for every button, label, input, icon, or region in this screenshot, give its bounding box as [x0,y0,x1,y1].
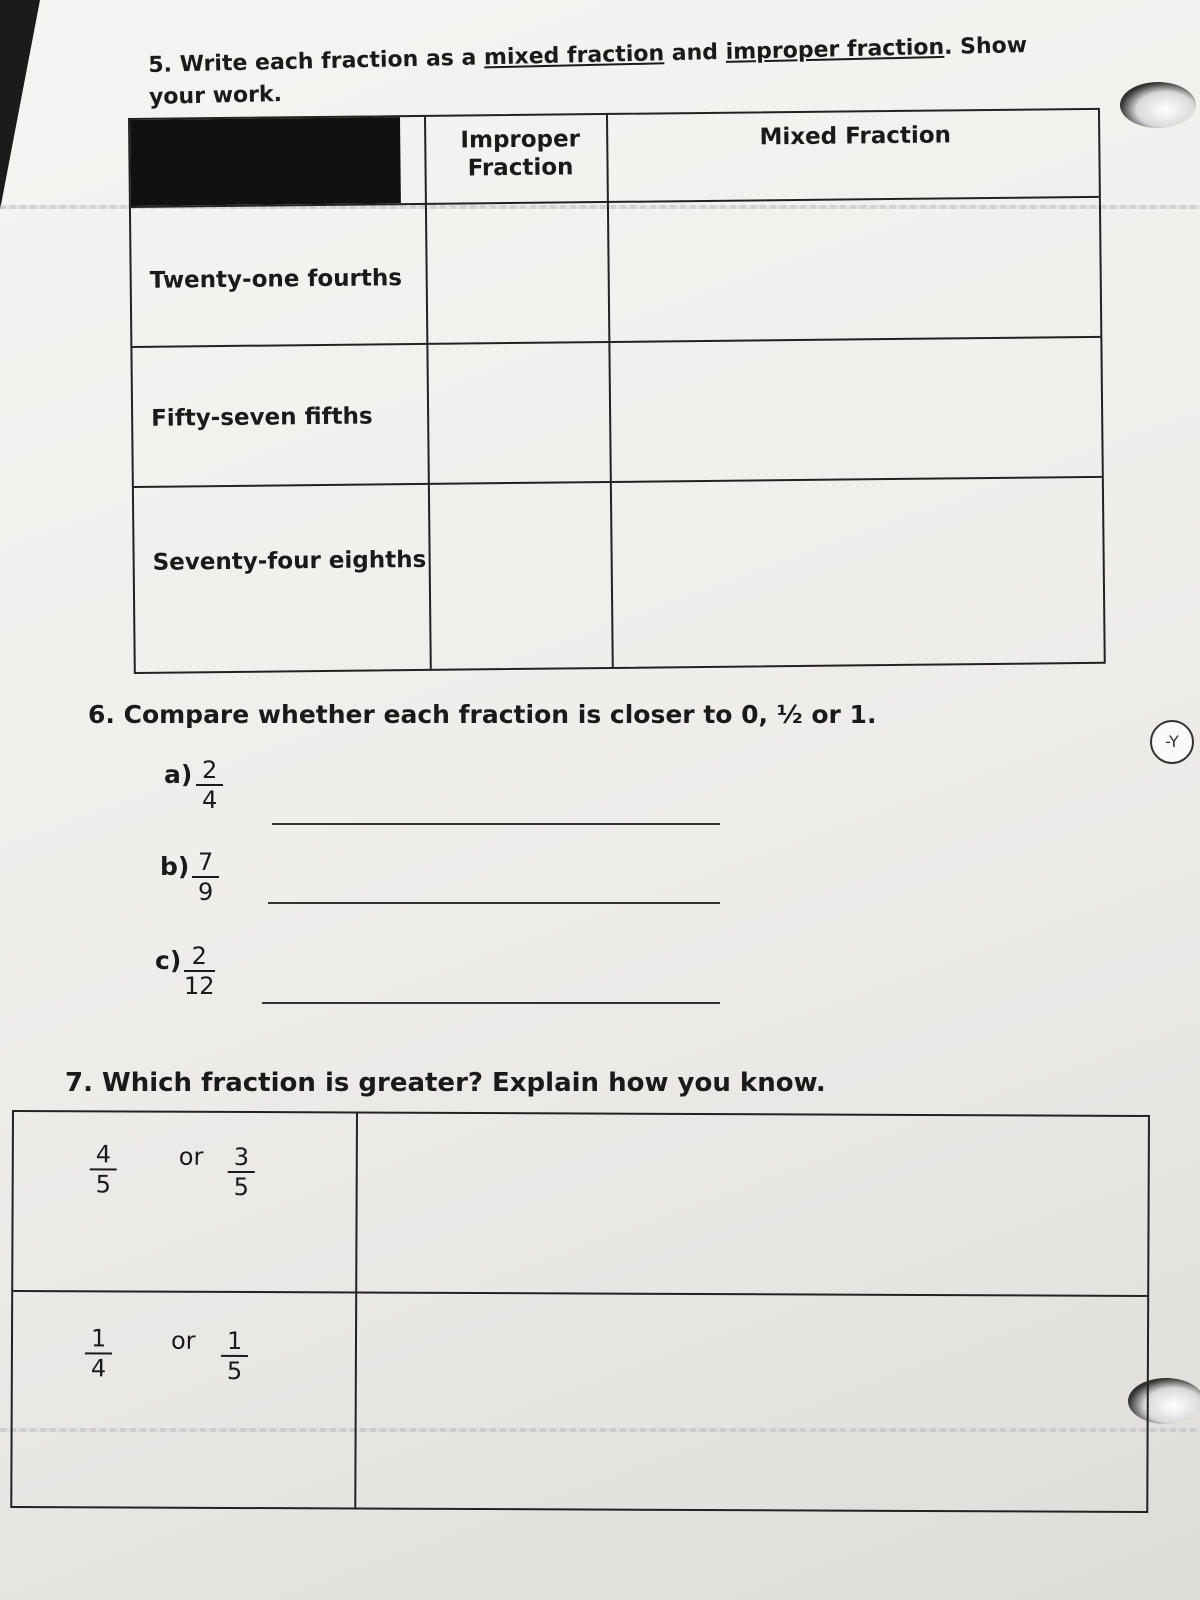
q7-instructions: 7. Which fraction is greater? Explain how you know. [65,1068,826,1098]
q6a-answer-line[interactable] [272,823,720,825]
q5-answer-mixed-1[interactable] [611,200,1100,339]
q5-title-mixed: mixed fraction [483,41,665,71]
q6c-denominator: 12 [184,972,215,1000]
q5-row-label-1: Twenty-one fourths [149,265,403,294]
q7-row2-b-denominator: 5 [226,1356,243,1386]
q7-col-divider [354,1114,358,1508]
q7-row2-a-denominator: 4 [90,1354,107,1383]
q7-row2-a-numerator: 1 [85,1324,112,1354]
q5-title-improper: improper fraction [725,34,945,65]
q7-row1-b-numerator: 3 [228,1143,255,1173]
q5-table [128,108,1106,674]
q5-answer-improper-2[interactable] [430,345,607,481]
q5-number: 5. [148,52,173,78]
q7-row2-b-numerator: 1 [221,1327,248,1357]
q6a-letter: a) [164,760,193,789]
q5-answer-mixed-3[interactable] [614,480,1104,665]
q5-title-and: and [671,40,719,67]
q5-header-blank [130,117,401,206]
margin-badge: -Y [1150,720,1194,764]
q5-answer-mixed-2[interactable] [612,340,1101,479]
q5-title-b: . Show your work. [148,33,1028,110]
q6b-fraction [192,848,219,906]
q7-row1-a-numerator: 4 [90,1140,117,1170]
q6c-letter: c) [155,946,182,975]
q5-row-label-3: Seventy-four eighths [152,546,427,576]
q6c-fraction [184,942,215,1000]
q6c-numerator: 2 [184,942,215,972]
q7-row1-a-denominator: 5 [95,1170,112,1199]
q7-row2-answer[interactable] [358,1296,1145,1509]
q6c-answer-line[interactable] [262,1002,720,1004]
q7-table [10,1110,1150,1513]
q6a-denominator: 4 [202,786,218,814]
q7-row1-or: or [178,1142,204,1171]
q5-answer-improper-3[interactable] [432,485,610,667]
q7-row1-answer[interactable] [359,1116,1146,1293]
q6-instructions: 6. Compare whether each fraction is closer to 0, ½ or 1. [88,700,877,729]
q7-row2-fraction-b [221,1327,249,1385]
desk-corner [0,0,40,210]
punch-hole-top [1120,82,1196,128]
q6a-fraction [196,756,223,814]
q6b-numerator: 7 [192,848,219,878]
q5-instructions [148,29,1079,114]
q7-row1-fraction-a [90,1140,118,1198]
q5-answer-improper-1[interactable] [429,205,606,341]
q5-title-a: Write each fraction as a [179,45,477,78]
q7-row1-fraction-b [228,1143,256,1201]
q5-header-mixed: Mixed Fraction [759,122,952,151]
q7-row1-b-denominator: 5 [233,1172,250,1202]
q7-row2-fraction-a [85,1324,113,1382]
q6b-letter: b) [160,852,190,881]
q5-header-improper: Improper Fraction [460,126,581,182]
q7-row2-or: or [170,1326,196,1355]
q5-row-label-2: Fifty-seven fifths [151,403,373,432]
q6a-numerator: 2 [196,756,223,786]
q6b-denominator: 9 [198,878,214,906]
q6b-answer-line[interactable] [268,902,720,904]
